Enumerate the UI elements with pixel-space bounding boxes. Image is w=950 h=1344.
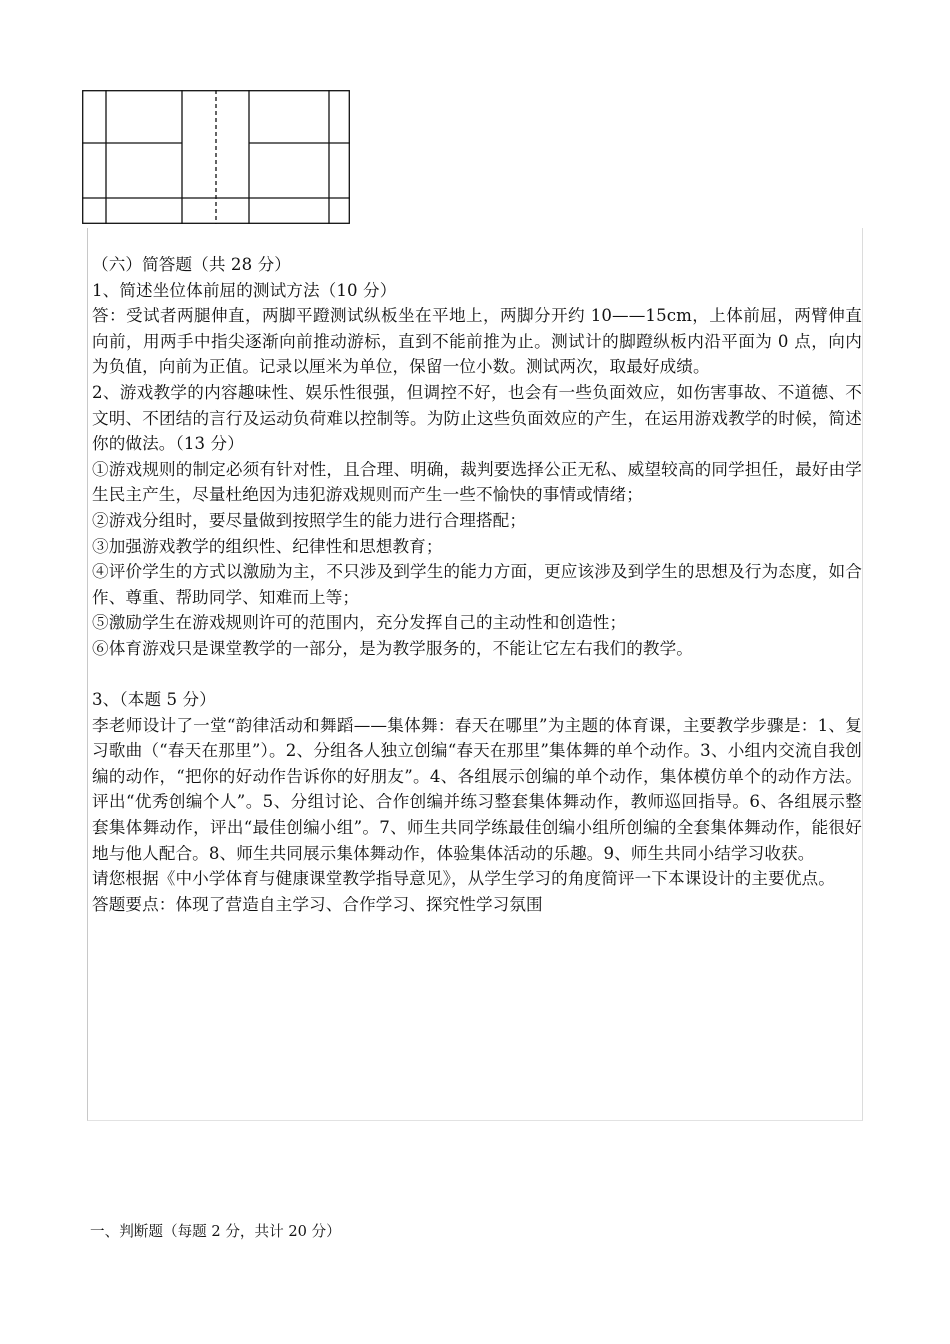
section-title: （六）简答题（共 28 分） [92, 255, 292, 274]
q3-title: 3、（本题 5 分） [92, 690, 216, 710]
q2-title: 2、游戏教学的内容趣味性、娱乐性很强，但调控不好，也会有一些负面效应，如伤害事故、不道德、不文明、不团结的言行及运动负荷难以控制等。为防止这些负面效应的产生，在运用游戏教学的时候，简述你的做法。（13 分） [92, 382, 862, 454]
q2-point: ④评价学生的方式以激励为主，不只涉及到学生的能力方面，更应该涉及到学生的思想及行为态度，如合作、尊重、帮助同学、知难而上等； [92, 562, 862, 607]
answer-content [92, 252, 862, 917]
q2-point: ⑤激励学生在游戏规则许可的范围内，充分发挥自己的主动性和创造性； [92, 613, 627, 633]
next-section-title: 一、判断题（每题 2 分，共计 20 分） [90, 1223, 341, 1240]
q2-point: ①游戏规则的制定必须有针对性，且合理、明确，裁判要选择公正无私、威望较高的同学担任，最好由学生民主产生，尽量杜绝因为违犯游戏规则而产生一些不愉快的事情或情绪； [92, 459, 862, 505]
spacer [92, 662, 862, 688]
q1-answer: 答：受试者两腿伸直，两脚平蹬测试纵板坐在平地上，两脚分开约 10——15cm，上体前屈，两臂伸直向前，用两手中指尖逐渐向前推动游标，直到不能前推为止。测试计的脚蹬纵板内沿平面为 0 点，向内为负值，向前为正值。记录以厘米为单位，保留一位小数。测试两次，取最好成绩。 [92, 306, 862, 377]
q3-question: 请您根据《中小学体育与健康课堂教学指导意见》，从学生学习的角度简评一下本课设计的主要优点。 [92, 869, 835, 889]
q2-point: ②游戏分组时，要尽量做到按照学生的能力进行合理搭配； [92, 510, 527, 530]
court-diagram [82, 90, 350, 224]
q2-point: ③加强游戏教学的组织性、纪律性和思想教育； [92, 536, 443, 556]
q1-title: 1、简述坐位体前屈的测试方法（10 分） [92, 280, 397, 300]
q2-point: ⑥体育游戏只是课堂教学的一部分，是为教学服务的，不能让它左右我们的教学。 [92, 638, 693, 658]
q3-answer: 答题要点：体现了营造自主学习、合作学习、探究性学习氛围 [92, 894, 543, 914]
q3-body: 李老师设计了一堂“韵律活动和舞蹈——集体舞：春天在哪里”为主题的体育课，主要教学步骤是：1、复习歌曲（“春天在那里”）。2、分组各人独立创编“春天在那里”集体舞的单个动作。3、小组内交流自我创编的动作，“把你的好动作告诉你的好朋友”。4、各组展示创编的单个动作，集体模仿单个的动作方法。评出“优秀创编个人”。5、分组讨论、合作创编并练习整套集体舞动作，教师巡回指导。6、各组展示整套集体舞动作，评出“最佳创编小组”。7、师生共同学练最佳创编小组所创编的全套集体舞动作，能很好地与他人配合。8、师生共同展示集体舞动作，体验集体活动的乐趣。9、师生共同小结学习收获。 [92, 715, 862, 863]
